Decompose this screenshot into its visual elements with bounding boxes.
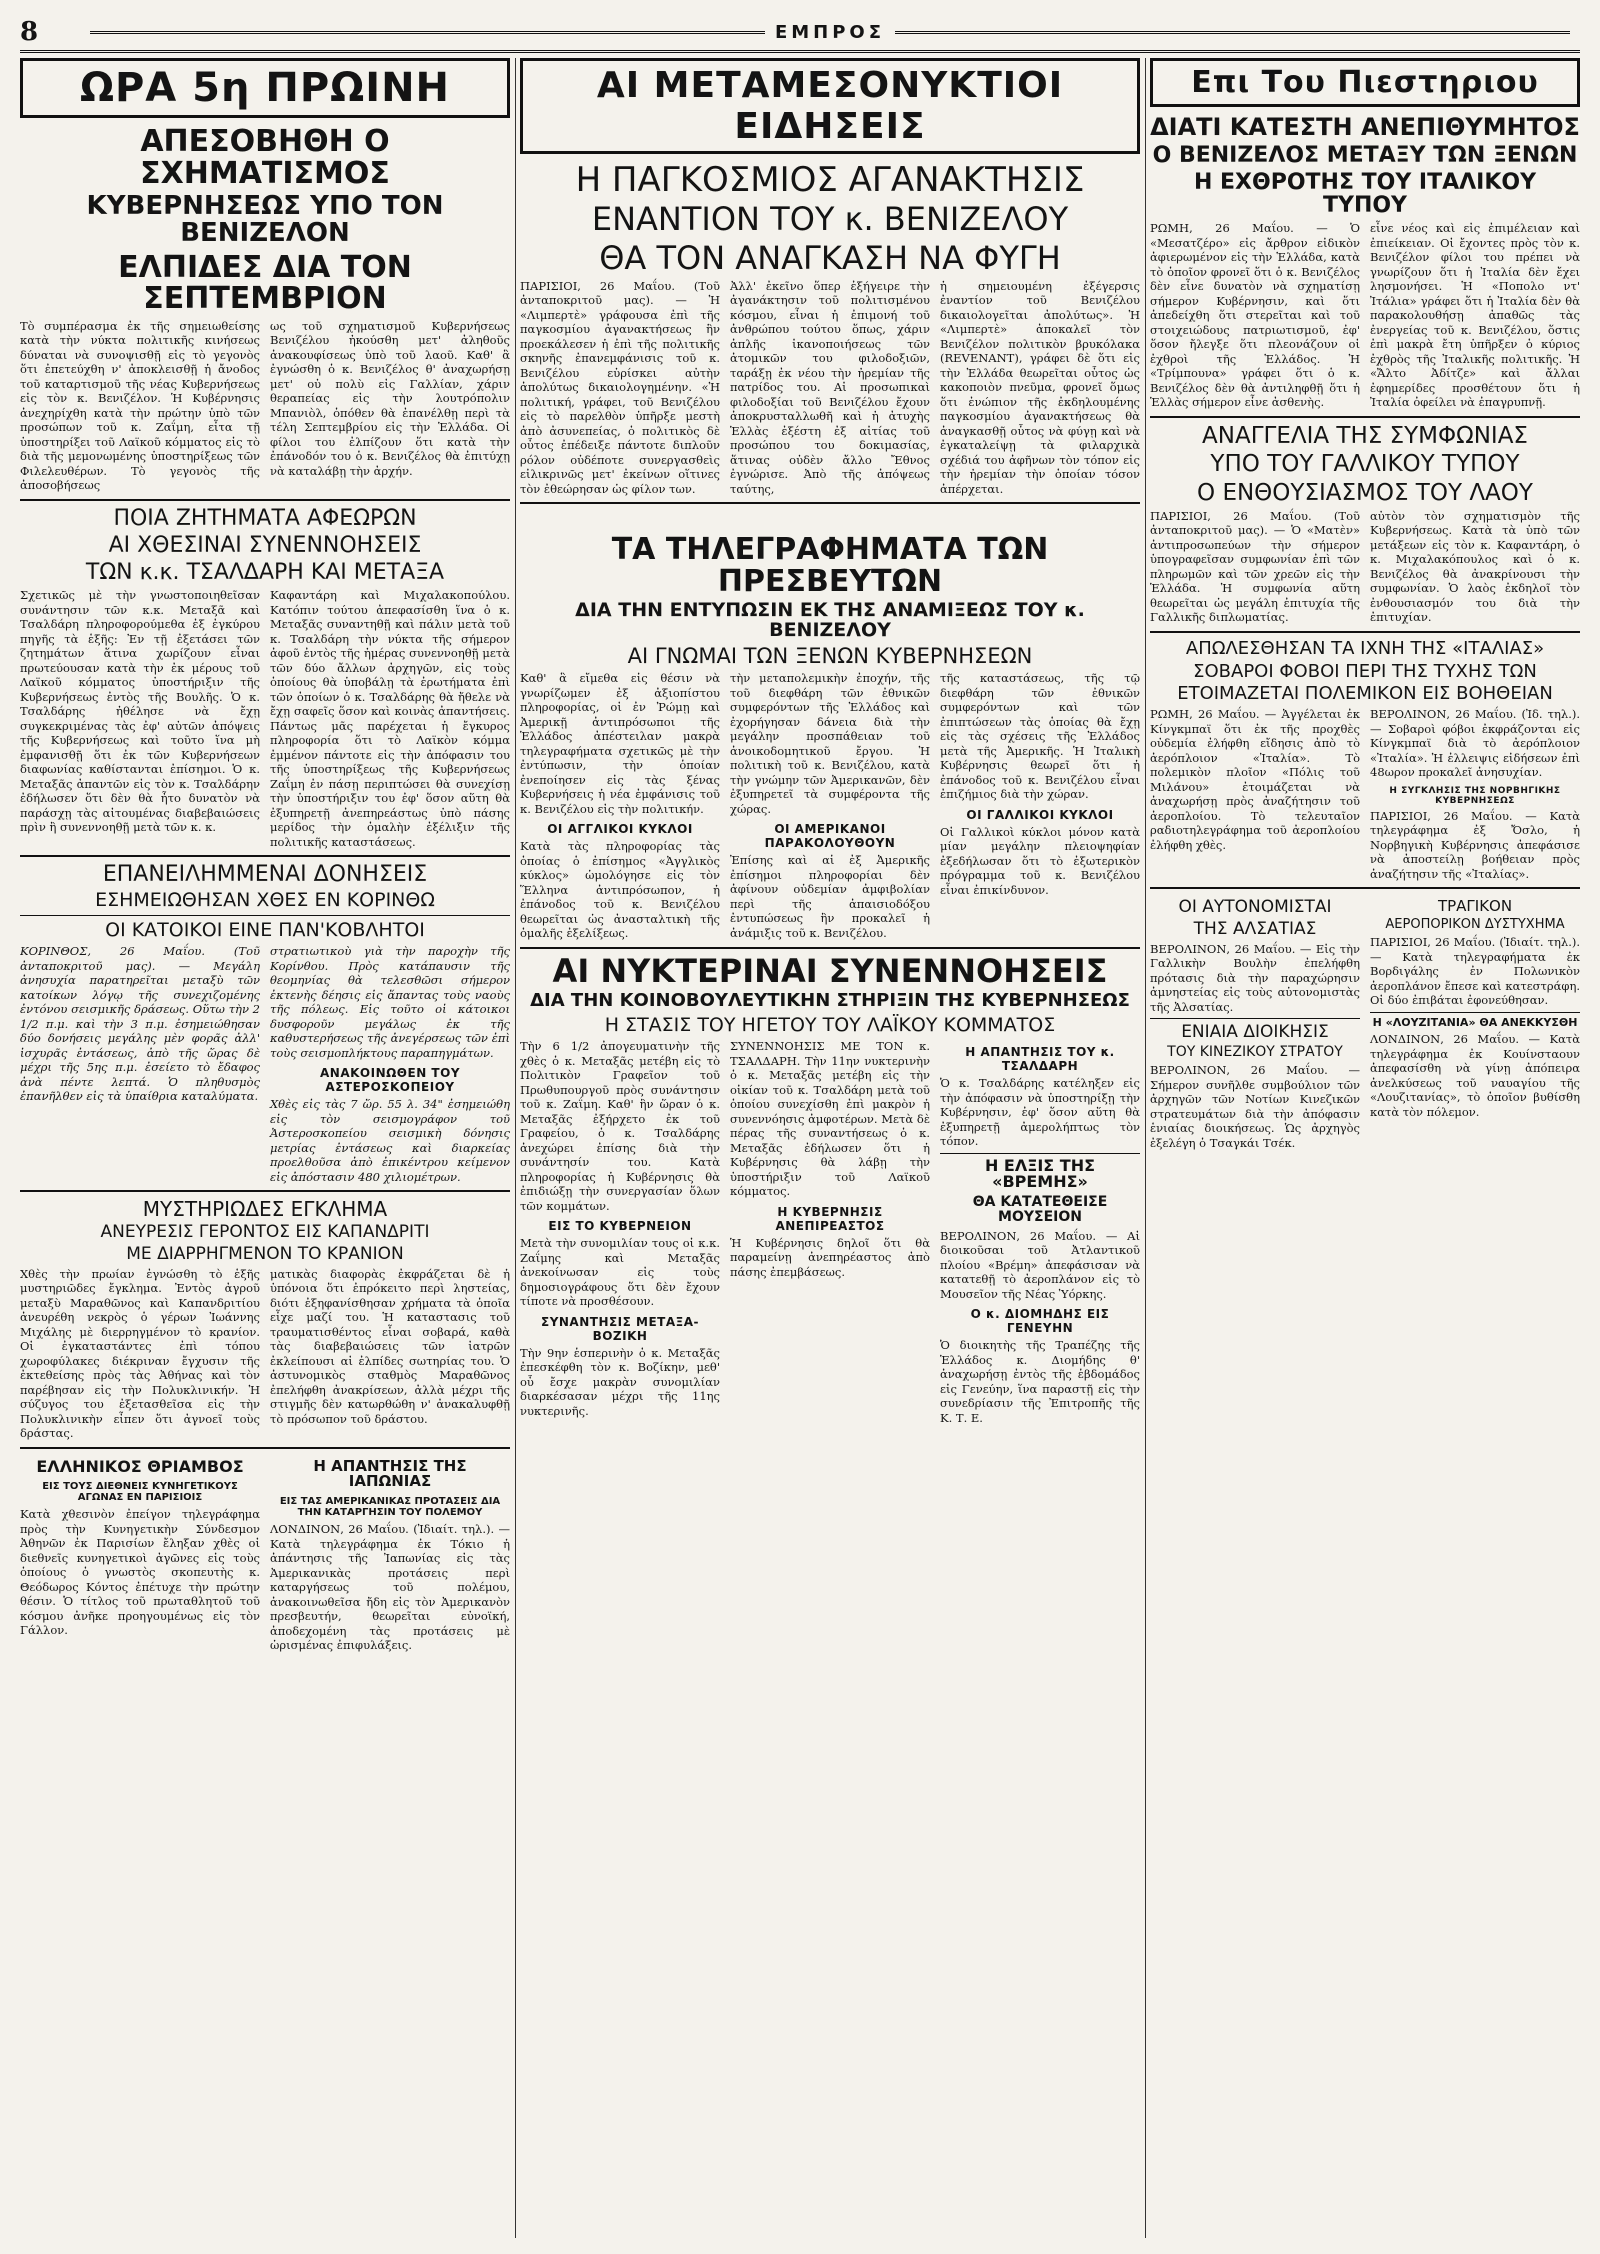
divider: [20, 915, 510, 916]
article-alsace: [1150, 898, 1360, 1014]
article-talks: [20, 507, 510, 850]
article-body: [520, 1039, 1140, 1425]
headline: ΤΟΥ ΚΙΝΕΖΙΚΟΥ ΣΤΡΑΤΟΥ: [1167, 1043, 1343, 1060]
article-body: [1150, 707, 1580, 881]
headline: ΑΙ ΧΘΕΣΙΝΑΙ ΣΥΝΕΝΝΟΗΣΕΙΣ: [108, 532, 422, 558]
headline: Η ΕΧΘΡΟΤΗΣ ΤΟΥ ΙΤΑΛΙΚΟΥ ΤΥΠΟΥ: [1193, 170, 1537, 219]
article-text: Χθὲς εἰς τὰς 7 ὥρ. 55 λ. 34" ἐσημειώθη εἰς τὸν σεισμογράφον τοῦ Ἀστεροσκοπείου σεισμικὴ δόνησις μετρίας ἐντάσεως καὶ διαρκείας προελθοῦσα ἀπὸ ἐπικέντρου κείμενον εἰς ἀπόστασιν 480 χιλιομέτρων.: [270, 1097, 510, 1184]
article-body: [20, 588, 510, 849]
headline: ΕΙΣ ΤΟΥΣ ΔΙΕΘΝΕΙΣ ΚΥΝΗΓΕΤΙΚΟΥΣ ΑΓΩΝΑΣ ΕΝ ΠΑΡΙΣΙΟΙΣ: [42, 1481, 238, 1504]
headline: ΜΥΣΤΗΡΙΩΔΕΣ ΕΓΚΛΗΜΑ: [142, 1197, 388, 1222]
lead-article-italian-press: [1150, 115, 1580, 410]
article-text: ΒΕΡΟΛΙΝΟΝ, 26 Μαΐου. — Σήμερον συνῆλθε συμβούλιον τῶν ἀρχηγῶν τῶν Νοτίων Κινεζικῶν στρατευμάτων διὰ τὴν ἀπόφασιν ἑνιαίας διοικήσεως. Ὡς ἀρχηγὸς ἐξελέγη ὁ Τσαγκάι Τσέκ.: [1150, 1063, 1360, 1150]
headline: ΕΛΛΗΝΙΚΟΣ ΘΡΙΑΜΒΟΣ: [36, 1456, 244, 1476]
headline: ΚΥΒΕΡΝΗΣΕΩΣ ΥΠΟ ΤΟΝ ΒΕΝΙΖΕΛΟΝ: [86, 191, 444, 249]
article-text: ΡΩΜΗ, 26 Μαΐου. — Ἀγγέλεται ἐκ Κίνγκμπαϊ ὅτι ἐκ τῆς προχθὲς οὐδεμία ἐλήφθη εἴδησις ἀπὸ τὸ ἀερόπλοιον «Ἰταλία». Τὸ πολεμικὸν πλοῖον «Πόλις τοῦ Μιλάνου» ἐτοιμάζεται νὰ ἀναχωρήσῃ πρὸς ἀναζήτησιν τοῦ ἀεροπλοίου. Τὸ τελευταῖον ραδιοτηλεγράφημα τοῦ ἀεροπλοίου ἐλήφθη χθὲς.: [1150, 707, 1360, 852]
section-box-title: Επι Του Πιεστηριου: [1150, 58, 1580, 107]
article-text: Σχετικῶς μὲ τὴν γνωστοποιηθεῖσαν συνάντησιν τῶν κ.κ. Μεταξᾶ καὶ Τσαλδάρη πληροφορούμεθα ἐξ ἐγκύρου πηγῆς τὰ ἑξῆς: Ἐν τῇ ἐξετάσει τῶν ζητημάτων ἅτινα χωρίζουν εἶναι πρωτεύουσαν κατὰ τὴν ἐκ μέρους τοῦ Λαϊκοῦ κόμματος ὑποστήριξιν τῆς Κυβερνήσεως ἐντὸς τῆς Βουλῆς. Ὁ κ. Τσαλδάρης ἠθέλησε νὰ ἔχῃ συγκεκριμένας τὰς ἐφ' αὐτῶν ἀπόψεις τῆς Κυβερνήσεως καὶ τοῦτο ἵνα μὴ ἐμφανισθῇ ὅτι ἐκ τῶν Κυβερνήσεων διαφωνίας καθίστανται ἐπίσημοι. Ὁ κ. Μεταξᾶς ἀπαντῶν εἰς τὸν κ. Τσαλδάρην ἐδήλωσεν ὅτι δὲν θὰ ἦτο δυνατὸν νὰ παράσχῃ τὰς αἰτουμένας διαβεβαιώσεις πρὶν ἢ συνεννοηθῇ μετὰ τῶν κ. κ.: [20, 588, 260, 835]
headline: ΕΝΑΝΤΙΟΝ ΤΟΥ κ. ΒΕΝΙΖΕΛΟΥ: [591, 200, 1069, 239]
headline: ΟΙ ΚΑΤΟΙΚΟΙ ΕΙΝΕ ΠΑΝ'ΚΟΒΛΗΤΟΙ: [105, 919, 425, 942]
article-chinese-army: [1150, 1023, 1360, 1150]
article-text: Τὸ συμπέρασμα ἐκ τῆς σημειωθείσης κατὰ τὴν νύκτα πολιτικῆς κινήσεως δύναται νὰ συνοψισθῇ εἰς τὸ γεγονὸς ὅτι ἐπετεύχθη ν' ἀποκλεισθῇ ἡ ἄνοδος τοῦ καταρτισμοῦ τῆς νέας Κυβερνήσεως εἰς τὸν κ. Βενιζέλον. Ἡ Κυβέρνησις ἀνεχηρίχθη κατὰ τὴν πρώτην ὑπὸ τῶν προσώπων τοῦ κ. Ζαΐμη, εἶτα τῇ ὑποστηρίξει τοῦ Λαϊκοῦ κόμματος εἰς τὸ διὰ τῆς μεμονωμένης ὑποστηρίξεως τῶν Φιλελευθέρων. Τὸ γεγονὸς τῆς ἀποσοβήσεως: [20, 318, 260, 493]
article-text: αὐτὸν τὸν σχηματισμὸν τῆς Κυβερνήσεως. Κατὰ τὰ ὑπὸ τῶν μετάξεων εἰς τὸν κ. Καφαντάρη, ὁ κ. Μιχαλακόπουλος καὶ ὁ κ. Βενιζέλος θὰ ἀνακρίνουσι τὴν συμφωνίαν. Ὁ λαὸς ἐκδηλοῖ τὸν ἐνθουσιασμόν του διὰ τὴν ἐπιτυχίαν.: [1370, 508, 1580, 625]
divider: [520, 947, 1140, 949]
article-body: [20, 1267, 510, 1441]
article-text: ως τοῦ σχηματισμοῦ Κυβερνήσεως Βενιζέλου ἠκούσθη μετ' ἀληθοῦς ἀνακουφίσεως ὑπὸ τοῦ λαοῦ. Καθ' ἃ ἐγνώσθη ὁ κ. Βενιζέλος θ' ἀναχωρήσῃ μετ' οὐ πολὺ εἰς Γαλλίαν, χάριν θεραπείας εἰς τὴν λουτρόπολιν Μπανιὸλ, ὁπόθεν θὰ ἐπανέλθῃ περὶ τὰ τέλη Σεπτεμβρίου εἰς τὴν Ἑλλάδα. Οἱ φίλοι του ἐλπίζουν ὅτι κατὰ τὴν ἐπάνοδόν του ὁ κ. Βενιζέλος θὰ ἐπιτύχῃ νὰ καταλάβῃ τὴν ἀρχήν.: [270, 318, 510, 478]
article-ambassadors: [520, 510, 1140, 940]
divider: [20, 499, 510, 501]
subheading: Η ΚΥΒΕΡΝΗΣΙΣ ΑΝΕΠΙΡΕΑΣΤΟΣ: [775, 1204, 885, 1233]
divider: [520, 502, 1140, 504]
article-text: Ὁ κ. Τσαλδάρης κατέληξεν εἰς τὴν ἀπόφασιν νὰ ὑποστηρίξῃ τὴν Κυβέρνησιν, ἐφ' ὅσον αὕτη θὰ ἐξυπηρετῇ ἀμερολήπτως τὸν τόπον.: [940, 1076, 1140, 1149]
subheading: ΟΙ ΑΓΓΛΙΚΟΙ ΚΥΚΛΟΙ: [547, 822, 693, 837]
article-text: ἡ σημειουμένη ἐξέγερσις ἐναντίον τοῦ Βενιζέλου δικαιολογεῖται ἀπολύτως». Ἡ «Λιμπερτὲ» ἀποκαλεῖ τὸν Βενιζέλον πολιτικὸν βρυκόλακα (REVENANT), γράφει δὲ ὅτι εἰς τὴν Ἑλλάδα θεωρεῖται οὗτος ὡς κακοποιὸν πνεῦμα, φρονεῖ ὅμως ὅτι ἐνώπιον τῆς ἐκδηλουμένης παγκοσμίου ἀγανακτήσεως θὰ ἀναγκασθῇ οὗτος νὰ φύγῃ καὶ νὰ ἐγκαταλείψῃ τὰ φιλαρχικὰ σχέδιά του ἀφῆνων τὸν τόπον εἰς τὴν ἠρεμίαν τὴν ὁποίαν τόσον ἀπέρχεται.: [940, 278, 1140, 496]
headline: Ο ΒΕΝΙΖΕΛΟΣ ΜΕΤΑΞΥ ΤΩΝ ΞΕΝΩΝ: [1152, 143, 1578, 169]
paper-name: ΕΜΠΡΟΣ: [774, 21, 886, 43]
article-text: Κατὰ χθεσινὸν ἐπείγον τηλεγράφημα πρὸς τὴν Κυνηγετικὴν Σύνδεσμον Ἀθηνῶν ἐκ Παρισίων ἔληξαν χθὲς οἱ διεθνεῖς κυνηγετικοὶ ἀγῶνες εἰς τοὺς ὁποίους ὁ γνωστὸς σκοπευτὴς κ. Θεόδωρος Κόντος ἐπέτυχε τὴν πρώτην θέσιν. Ὁ τίτλος τοῦ πρωταθλητοῦ τοῦ κόσμου ἀνῆκε προηγουμένως εἰς τὸν Γάλλον.: [20, 1507, 260, 1638]
article-body: [1150, 221, 1580, 410]
column-center: [520, 58, 1140, 2238]
headline: Η ΣΤΑΣΙΣ ΤΟΥ ΗΓΕΤΟΥ ΤΟΥ ΛΑΪΚΟΥ ΚΟΜΜΑΤΟΣ: [604, 1014, 1056, 1037]
headline: ΠΟΙΑ ΖΗΤΗΜΑΤΑ ΑΦΕΩΡΩΝ: [113, 505, 417, 531]
headline: ΑΙ ΓΝΩΜΑΙ ΤΩΝ ΞΕΝΩΝ ΚΥΒΕΡΝΗΣΕΩΝ: [627, 644, 1033, 669]
article-text: ΚΟΡΙΝΘΟΣ, 26 Μαΐου. (Τοῦ ἀνταποκριτοῦ μας). — Μεγάλη ἀνησυχία παρατηρεῖται μεταξὺ τῶν κατοίκων λόγῳ τῆς συνεχιζομένης ἐντόνου σεισμικῆς δράσεως. Οὕτω τὴν 2 1/2 π.μ. καὶ τὴν 3 π.μ. ἐσημειώθησαν δύο δονήσεις μεγάλης μὲν φορᾶς ἀλλ' ἰσχυρᾶς ἐντάσεως, ἀπὸ τῆς ὥρας δὲ μέχρι τῆς 5ης π.μ. ἐσείετο τὸ ἔδαφος ἀνὰ πέντε λεπτά. Ὁ πληθυσμὸς ἐπανῆλθεν εἰς τὰ ὑπαίθρια καταλύματα.: [20, 944, 260, 1104]
article-agreement: [1150, 424, 1580, 625]
article-lusitania: [1370, 1017, 1580, 1120]
divider: [1370, 1012, 1580, 1013]
divider: [1150, 631, 1580, 633]
subheading: ΟΙ ΑΜΕΡΙΚΑΝΟΙ ΠΑΡΑΚΟΛΟΥΘΟΥΝ: [764, 822, 896, 851]
article-italia-airship: [1150, 639, 1580, 881]
headline: ΑΕΡΟΠΟΡΙΚΟΝ ΔΥΣΤΥΧΗΜΑ: [1385, 916, 1565, 932]
column-left: [20, 58, 510, 2238]
article-text: στρατιωτικοὺ γιὰ τὴν παροχὴν τῆς Κορίνθου. Πρὸς κατάπαυσιν τῆς θεομηνίας θὰ τελεσθῶσι σήμερον ἐκτενὴς δέησις εἰς ἅπαντας τοὺς ναοὺς τῆς πόλεως. Εἰς τοῦτο οἱ κάτοικοι δυσφοροῦν μεγάλως ἐκ τῆς καθυστερήσεως τῆς ἀνεγέρσεως τῶν ἐπὶ τοὺς σεισμοπλήκτους παραπηγμάτων.: [270, 944, 510, 1060]
article-text: ΒΕΡΟΛΙΝΟΝ, 26 Μαΐου. — Εἰς τὴν Γαλλικὴν Βουλὴν ἐπελήφθη πρότασις διὰ τὴν παραχώρησιν ἀμνηστείας εἰς τοὺς αὐτονομιστὰς τῆς Ἀλσατίας.: [1150, 941, 1360, 1014]
article-text: ΠΑΡΙΣΙΟΙ, 26 Μαΐου. — Κατὰ τηλεγράφημα ἐξ Ὄσλο, ἡ Νορβηγικὴ Κυβέρνησις ἀπεφάσισε νὰ ἀποστείλῃ βοήθειαν πρὸς ἀναζήτησιν τῆς «Ἰταλίας».: [1370, 808, 1580, 881]
article-text: Μετὰ τὴν συνομιλίαν τους οἱ κ.κ. Ζαΐμης καὶ Μεταξᾶς ἀνεκοίνωσαν εἰς τοὺς δημοσιογράφους ὅτι δὲν ἔχουν τίποτε νὰ προσθέσουν.: [520, 1236, 720, 1309]
subheading: Ο κ. ΔΙΟΜΗΔΗΣ ΕΙΣ ΓΕΝΕΥΗΝ: [970, 1307, 1110, 1336]
article-text: Τὴν 9ην ἑσπερινὴν ὁ κ. Μεταξᾶς ἐπεσκέφθη τὸν κ. Βοζίκην, μεθ' οὗ ἔσχε μακρὰν συνομιλίαν διαρκέσασαν μέχρι τῆς 11ης νυκτερινῆς.: [520, 1345, 720, 1418]
headline: Ο ΕΝΘΟΥΣΙΑΣΜΟΣ ΤΟΥ ΛΑΟΥ: [1197, 479, 1533, 506]
newspaper-page: [20, 14, 1580, 2240]
headline: ΑΙ ΝΥΚΤΕΡΙΝΑΙ ΣΥΝΕΝΝΟΗΣΕΙΣ: [552, 951, 1108, 990]
headline: ΤΗΣ ΑΛΣΑΤΙΑΣ: [1193, 918, 1317, 939]
article-text: Κατὰ τὰς πληροφορίας τὰς ὁποίας ὁ ἐπίσημος «Ἀγγλικὸς κύκλος» ὡμολόγησε εἰς τὸν Ἕλληνα ἀντιπρόσωπον, ἡ ἐπάνοδος τοῦ κ. Βενιζέλου θεωρεῖται ὡς ἀνασταλτικὴ τῆς ὁμαλῆς ἐξελίξεως.: [520, 839, 720, 941]
headline: ΕΤΟΙΜΑΖΕΤΑΙ ΠΟΛΕΜΙΚΟΝ ΕΙΣ ΒΟΗΘΕΙΑΝ: [1177, 683, 1553, 705]
headline: ΕΠΑΝΕΙΛΗΜΜΕΝΑΙ ΔΟΝΗΣΕΙΣ: [102, 862, 428, 888]
article-body: [1150, 509, 1580, 625]
article-text: Οἱ Γαλλικοὶ κύκλοι μόνον κατὰ μίαν μεγάλην πλειοψηφίαν ἐξεδήλωσαν ὅτι τὸ ἐξωτερικὸν πρόγραμμα τοῦ κ. Βενιζέλου εἶναι ἐπικίνδυνον.: [940, 824, 1140, 897]
subheading: ΣΥΝΑΝΤΗΣΙΣ ΜΕΤΑΞΑ-ΒΟΖΙΚΗ: [541, 1314, 699, 1343]
page-number: 8: [20, 17, 39, 47]
bottom-articles: [1150, 895, 1580, 1150]
article-text: ΣΥΝΕΝΝΟΗΣΙΣ ΜΕ ΤΟΝ κ. ΤΣΑΛΔΑΡΗ. Τὴν 11ην νυκτερινὴν ὁ κ. Μεταξᾶς μετέβη εἰς τὴν οἰκίαν τοῦ κ. Τσαλδάρη μετὰ τοῦ ὁποίου συνεχίσθη ἐπὶ μακρὸν ἡ συνεννόησις ἀμφοτέρων. Μετὰ δὲ πέρας τῆς συναντήσεως ὁ κ. Μεταξᾶς ἐδήλωσεν ὅτι ἡ Κυβέρνησις θὰ λάβῃ τὴν ὑποστήριξιν τοῦ Λαϊκοῦ κόμματος.: [730, 1039, 930, 1199]
columns: [20, 58, 1580, 2238]
headline: ΕΣΗΜΕΙΩΘΗΣΑΝ ΧΘΕΣ ΕΝ ΚΟΡΙΝΘΩ: [95, 889, 435, 912]
headline: ΕΝΙΑΙΑ ΔΙΟΙΚΗΣΙΣ: [1181, 1022, 1329, 1043]
article-text: ΒΕΡΟΛΙΝΟΝ, 26 Μαΐου. (Ἰδ. τηλ.). — Σοβαροὶ φόβοι ἐκφράζονται εἰς Κίνγκμπαϊ διὰ τὸ ἀερόπλοιον «Ἰταλία». Ἡ ἐλλειψις εἰδήσεων ἐπὶ 48ωρον προκαλεῖ ἀνησυχίαν.: [1370, 707, 1580, 780]
article-text: Ἐπίσης καὶ αἱ ἐξ Ἀμερικῆς ἐπίσημοι πληροφορίαι δὲν ἀφίνουν οὐδεμίαν ἀμφιβολίαν περὶ τῆς ἀπαισιοδόξου ἐντυπώσεως ἣν προκαλεῖ ἡ ἀνάμιξις τοῦ κ. Βενιζέλου.: [730, 853, 930, 940]
headline: Η ΕΛΞΙΣ ΤΗΣ «ΒΡΕΜΗΣ»: [984, 1155, 1096, 1192]
divider: [940, 1153, 1140, 1154]
masthead-rule: [895, 31, 1570, 34]
article-text: Ὁ διοικητὴς τῆς Τραπέζης τῆς Ἑλλάδος κ. Διομήδης θ' ἀναχωρήσῃ ἐντὸς τῆς ἑβδομάδος εἰς Γενεύην, ἵνα παραστῇ εἰς τὴν συνεδρίασιν τῆς Ἐπιτροπῆς τῆς Κ. Τ. Ε.: [940, 1338, 1140, 1425]
headline: ΕΛΠΙΔΕΣ ΔΙΑ ΤΟΝ ΣΕΠΤΕΜΒΡΙΟΝ: [118, 249, 412, 317]
article-text: ΡΩΜΗ, 26 Μαΐου. — Ὁ «Μεσατζέρο» εἰς ἄρθρον εἰδικὸν ἀφιερωμένον εἰς τὴν Ἑλλάδα, κατὰ τὸ ὁποῖον φρονεῖ ὅτι ὁ κ. Βενιζέλος δὲν εἶνε δυνατὸν νὰ σχηματίσῃ σήμερον Κυβέρνησιν, καὶ ὅτι ἀπεδείχθη ὅτι στερεῖται καὶ τοῦ στοιχειώδους πατριωτισμοῦ, ἐφ' ὅσον ἤλεγξε ὅτι πλεονάζουν οἱ ἐχθροὶ τῆς Ἑλλάδος. Ἡ «Τρίμπουνα» γράφει ὅτι ὁ κ. Βενιζέλος δὲν θὰ ἀντιληφθῇ ὅτι ἡ Ἑλλὰς σήμερον εἶνε ἀσθενὴς.: [1150, 221, 1360, 410]
headline: ΑΝΑΓΓΕΛΙΑ ΤΗΣ ΣΥΜΦΩΝΙΑΣ: [1202, 422, 1528, 449]
headline: ΑΠΩΛΕΣΘΗΣΑΝ ΤΑ ΙΧΝΗ ΤΗΣ «ΙΤΑΛΙΑΣ»: [1185, 637, 1545, 659]
article-text: τῆς καταστάσεως, τῆς τῷ διεφθάρη τῶν ἐθνικῶν συμφερόντων καὶ τῶν ἐπιπτώσεων τὰς ὁποίας θὰ ἔχῃ εἰς τὰς σχέσεις τῆς Ἑλλάδος μετὰ τῆς Ἀμερικῆς. Ἡ Ἰταλικὴ Κυβέρνησις θεωρεῖ ὅτι ἡ ἐπάνοδος τοῦ κ. Βενιζέλου εἶναι ἐπιζήμιος διὰ τὴν χώραν.: [940, 671, 1140, 802]
headline: ΑΝΕΥΡΕΣΙΣ ΓΕΡΟΝΤΟΣ ΕΙΣ ΚΑΠΑΝΔΡΙΤΙ: [100, 1222, 430, 1243]
section-box-title: ΑΙ ΜΕΤΑΜΕΣΟΝΥΚΤΙΟΙ ΕΙΔΗΣΕΙΣ: [520, 58, 1140, 154]
article-text: τὴν μεταπολεμικὴν ἐποχήν, τῆς τοῦ διεφθάρη τῶν ἐθνικῶν συμφερόντων τῆς Ἑλλάδος καὶ ἐχορήγησαν δάνεια διὰ τὴν μεγάλην προσπάθειαν τοῦ ἀνοικοδομητικοῦ ἔργου. Ἡ πολιτικὴ τοῦ κ. Βενιζέλου, κατὰ τὴν γνώμην τῶν Ἀμερικανῶν, δὲν ἐξυπηρετεῖ τὰ συμφέροντα τῆς χώρας.: [730, 671, 930, 816]
article-body: [20, 944, 510, 1184]
headline: ΘΑ ΤΟΝ ΑΝΑΓΚΑΣΗ ΝΑ ΦΥΓΗ: [599, 238, 1061, 277]
headline: ΔΙΑ ΤΗΝ ΚΟΙΝΟΒΟΥΛΕΥΤΙΚΗΝ ΣΤΗΡΙΞΙΝ ΤΗΣ ΚΥΒΕΡΝΗΣΕΩΣ: [530, 990, 1130, 1012]
divider: [20, 1447, 510, 1449]
headline: ΣΟΒΑΡΟΙ ΦΟΒΟΙ ΠΕΡΙ ΤΗΣ ΤΥΧΗΣ ΤΩΝ: [1193, 660, 1537, 682]
divider: [20, 1190, 510, 1192]
headline: Η ΑΠΑΝΤΗΣΙΣ ΤΗΣ ΙΑΠΩΝΙΑΣ: [313, 1456, 467, 1491]
divider: [20, 855, 510, 857]
subheading: Η ΣΥΓΚΛΗΣΙΣ ΤΗΣ ΝΟΡΒΗΓΙΚΗΣ ΚΥΒΕΡΝΗΣΕΩΣ: [1389, 785, 1561, 806]
divider: [1150, 1018, 1360, 1019]
article-text: ΒΕΡΟΛΙΝΟΝ, 26 Μαΐου. — Αἱ διοικοῦσαι τοῦ Ἀτλαντικοῦ πλοίου «Βρέμη» ἀπεφάσισαν νὰ κατατεθῇ τὸ ἀεροπλάνον εἰς τὸ Μουσεῖον τῆς Νέας Ὑόρκης.: [940, 1228, 1140, 1301]
article-japan: [270, 1455, 510, 1653]
article-body: [20, 319, 510, 493]
article-text: εἶνε νέος καὶ εἰς ἐπιμέλειαν καὶ ἐπιείκειαν. Οἱ ἔχοντες πρὸς τὸν κ. Βενιζέλον φίλοι του πρέπει νὰ γνωρίζουν ὅτι ἡ Ἰταλία δὲν ἔχει λησμονήσει. Ἡ «Ποπολο ντ' Ἰτάλια» γράφει ὅτι ἡ Ἰταλία δὲν θὰ παρακολουθήσῃ ἀπαθῶς τὰς ἐνεργείας τοῦ κ. Βενιζέλου, ὅστις ἐπὶ μακρὰ ἔτη ὑπῆρξεν ὁ κύριος ἐχθρὸς τῆς Ἰταλικῆς πολιτικῆς. Ἡ «Ἄλτο Ἀδίτζε» καὶ ἄλλαι ἐφημερίδες προσθέτουν ὅτι ἡ Ἰταλία ὀφείλει νὰ ἐπαγρυπνῇ.: [1370, 221, 1580, 410]
article-text: Καφαντάρη καὶ Μιχαλακοπούλου. Κατόπιν τούτου ἀπεφασίσθη ἵνα ὁ κ. Μεταξᾶς συναντηθῇ καὶ πάλιν μετὰ τοῦ κ. Τσαλδάρη τὴν νύκτα τῆς σήμερον ἀφοῦ ἐντὸς τῆς ἡμέρας συνεννοηθῇ μετὰ τῶν δύο ἄλλων ἀρχηγῶν, εἰς τοὺς ὁποίους θὰ ὑποβάλῃ τὰ ἐρωτήματα ἐπὶ τῶν ὁποίων ὁ κ. Τσαλδάρης θὰ ἤθελε νὰ ἔχῃ σαφεῖς ὅσον καὶ κοινὰς ἀπαντήσεις. Πάντως μᾶς παρέχεται ἡ ἔγκυρος πληροφορία ὅτι τὸ Λαϊκὸν κόμμα ἐμμένον πάντοτε εἰς τὴν ἀπόφασιν του τῆς ὑποστηρίξεως τῆς Κυβερνήσεως Ζαΐμη ἐν πάσῃ περιπτώσει θὰ συνεχίσῃ τὴν ὑποστήριξιν του ἐφ' ὅσον αὕτη θὰ ἐξυπηρετῇ ἀνεπηρεάστως ὑπὸ πάσης μερίδος τὴν ὁμαλὴν ἐξέλιξιν τῆς πολιτικῆς καταστάσεως.: [270, 588, 510, 849]
article-text: Χθὲς τὴν πρωίαν ἐγνώσθη τὸ ἑξῆς μυστηριῶδες ἔγκλημα. Ἐντὸς ἀγροῦ μεταξὺ Μαραθῶνος καὶ Καπανδριτίου ἀνευρέθη νεκρὸς ὁ γέρων Ἰωάννης Μιχάλης μὲ διερρηγμένον τὸ κρανίον. Οἱ ἐγκαταστάντες ἐπὶ τόπου χωροφύλακες διέκριναν ἔγχυσιν τῆς ἐκτεθείσης πρὸς τὰς Ἀθήνας καὶ τὸν παρέβησαν εἰς τὴν Πολυκλινικήν. Ἡ σύζυγος του ἐξετασθεῖσα εἰς τὴν Πολυκλινικὴν εἶπεν ὅτι ἀγνοεῖ τοὺς δράστας.: [20, 1266, 260, 1440]
subheading: ΟΙ ΓΑΛΛΙΚΟΙ ΚΥΚΛΟΙ: [966, 807, 1114, 822]
headline: ΑΠΕΣΟΒΗΘΗ Ο ΣΧΗΜΑΤΙΣΜΟΣ: [140, 124, 390, 191]
lead-article-formation: [20, 126, 510, 493]
headline: ΤΩΝ κ.κ. ΤΣΑΛΔΑΡΗ ΚΑΙ ΜΕΤΑΞΑ: [85, 559, 445, 585]
headline: ΘΑ ΚΑΤΑΤΕΘΕΙΣΕ ΜΟΥΣΕΙΟΝ: [972, 1194, 1108, 1225]
headline: Η «ΛΟΥΖΙΤΑΝΙΑ» ΘΑ ΑΝΕΚΚΥΣΘΗ: [1372, 1015, 1578, 1029]
article-text: Ἡ Κυβέρνησις δηλοῖ ὅτι θὰ παραμείνῃ ἀνεπηρέαστος ἀπὸ πάσης ἐπεμβάσεως.: [730, 1235, 930, 1279]
article-text: ΠΑΡΙΣΙΟΙ, 26 Μαΐου. (Τοῦ ἀνταποκριτοῦ μας). — Ὁ «Ματὲν» ἀντιπροσωπεύων τὴν σήμερον ὑπογραφεῖσαν συμφωνίαν ἐπὶ τῶν πληρωμῶν καὶ τῶν χρεῶν εἰς τὴν Ἑλλάδα. Ἡ συμφωνία αὕτη θεωρεῖται ὡς μεγάλη ἐπιτυχία τῆς Γαλλικῆς διπλωματίας.: [1150, 508, 1360, 625]
article-air-crash: [1370, 898, 1580, 1007]
article-shooting: [20, 1455, 260, 1653]
article-text: ΛΟΝΔΙΝΟΝ, 26 Μαΐου. (Ἰδιαίτ. τηλ.). — Κατὰ τηλεγράφημα ἐκ Τόκιο ἡ ἀπάντησις τῆς Ἰαπωνίας εἰς τὰς Ἀμερικανικὰς προτάσεις περὶ καταργήσεως τοῦ πολέμου, ἀνακοινωθεῖσα ἤδη εἰς τὸν Ἀμερικανὸν πρεσβευτήν, θεωρεῖται εὐνοϊκή, ἀποδεχομένη τὰς προτάσεις μὲ ὡρισμένας ἐπιφυλάξεις.: [270, 1522, 510, 1652]
article-text: ματικὰς διαφορὰς ἐκφράζεται δὲ ἡ ὑπόνοια ὅτι ἐπρόκειτο περὶ ληστείας, διότι ἐξηφανίσθησαν χρήματα τὰ ὁποῖα εἶχε μαζί του. Ἡ καταστασις τοῦ τραυματισθέντος εἶναι σοβαρά, καθὰ τὰς διαβεβαιώσεις τῶν ἰατρῶν ἐκλείπουσι αἱ ἐλπίδες σωτηρίας του. Ὁ ἀστυνομικὸς σταθμὸς Μαραθῶνος ἐπελήφθη ἀνακρίσεων, ἀλλὰ μέχρι τῆς στιγμῆς δὲν κατωρθώθη ν' ἀνακαλυφθῇ τὸ πρόσωπον τοῦ δράστου.: [270, 1266, 510, 1426]
article-text: Ἀλλ' ἐκεῖνο ὅπερ ἐξήγειρε τὴν ἀγανάκτησιν τοῦ πολιτισμένου κόσμου, εἶναι ἡ ἐπιμονή τοῦ ἀνθρώπου τούτου ὅπως, χάριν ἀπλῆς ἱκανοποιήσεως τῶν ἀτομικῶν του φιλοδοξιῶν, ταράξῃ ἐκ νέου τὴν ἠρεμίαν τῆς πατρίδος του. Αἱ προσωπικαὶ φιλοδοξίαι τοῦ Βενιζέλου ἔχουν ἀποκρυσταλλωθῆ καὶ ἡ ἀτυχὴς Ἑλλὰς ἐξέστη ἐξ αἰτίας τοῦ προσώπου του δοκιμασίας, ἅτινας οὐδὲν ἄλλο Ἔθνος ἐγνώρισε. Ἀπὸ τῆς ἀπόψεως ταύτης,: [730, 278, 930, 496]
subheading: Η ΑΠΑΝΤΗΣΙΣ ΤΟΥ κ. ΤΣΑΛΔΑΡΗ: [965, 1045, 1115, 1074]
headline: Η ΠΑΓΚΟΣΜΙΟΣ ΑΓΑΝΑΚΤΗΣΙΣ: [575, 160, 1085, 200]
divider: [1150, 416, 1580, 418]
article-body: [520, 671, 1140, 941]
masthead-rule: [90, 31, 765, 34]
headline: ΥΠΟ ΤΟΥ ΓΑΛΛΙΚΟΥ ΤΥΠΟΥ: [1210, 451, 1520, 478]
section-box-title: ΩΡΑ 5η ΠΡΩΙΝΗ: [20, 58, 510, 118]
article-earthquake: [20, 863, 510, 1184]
headline: ΔΙΑ ΤΗΝ ΕΝΤΥΠΩΣΙΝ ΕΚ ΤΗΣ ΑΝΑΜΙΞΕΩΣ ΤΟΥ κ. ΒΕΝΙΖΕΛΟΥ: [575, 599, 1085, 642]
headline: ΔΙΑΤΙ ΚΑΤΕΣΤΗ ΑΝΕΠΙΘΥΜΗΤΟΣ: [1150, 113, 1580, 141]
article-text: Καθ' ἃ εἴμεθα εἰς θέσιν νὰ γνωρίζωμεν ἐξ ἀξιοπίστου πληροφορίας, οἱ ἐν Ῥώμῃ καὶ Ἀμερικῇ ἀντιπρόσωποι τῆς Ἑλλάδος ἀπέστειλαν μακρὰ τηλεγραφήματα σχετικῶς μὲ τὴν ἐντύπωσιν, τὴν ὁποίαν ἐνεποίησεν εἰς τὰς ξένας Κυβερνήσεις ἡ νέα ἐμφάνισις τοῦ κ. Βενιζέλου εἰς τὴν πολιτικήν.: [520, 671, 720, 816]
subheading: ΕΙΣ ΤΟ ΚΥΒΕΡΝΕΙΟΝ: [548, 1219, 692, 1234]
headline: ΜΕ ΔΙΑΡΡΗΓΜΕΝΟΝ ΤΟ ΚΡΑΝΙΟΝ: [126, 1243, 404, 1264]
article-night-talks: [520, 951, 1140, 1425]
article-crime: [20, 1198, 510, 1440]
divider: [1150, 887, 1580, 889]
lead-article-indignation: [520, 162, 1140, 496]
article-text: ΠΑΡΙΣΙΟΙ, 26 Μαΐου. (Τοῦ ἀνταποκριτοῦ μας). — Ἡ «Λιμπερτὲ» γράφουσα ἐπὶ τῆς παγκοσμίου ἀγανακτήσεως ἣν προεκάλεσεν ἡ ἐπὶ τῆς πολιτικῆς σκηνῆς ἐπανεμφάνισις τοῦ κ. Βενιζέλου εὑρίσκει αὐτὴν ἀπολύτως δικαιολογημένην. «Ἡ πολιτική, γράφει, τοῦ Βενιζέλου εἰς τὸ παρελθὸν ὑπῆρξε μεστὴ ἀπὸ ἀσυνεπείας, ὁ πολιτικὸς δὲ οὗτος ἐπέδειξε πάντοτε διπλοῦν ρόλον οὐδέποτε συνεργασθεὶς εἰλικρινῶς μετ' ἐκείνων οἵτινες τὸν ἐθεώρησαν ὡς φίλον των.: [520, 278, 720, 496]
article-text: Τὴν 6 1/2 ἀπογευματινὴν τῆς χθὲς ὁ κ. Μεταξᾶς μετέβη εἰς τὸ Πολιτικὸν Γραφεῖον τοῦ Πρωθυπουργοῦ πρὸς συνάντησιν τοῦ κ. Ζαΐμη. Καθ' ἣν ὥραν ὁ κ. Μεταξᾶς ἐξήρχετο ἐκ τοῦ Γραφείου, ὁ κ. Τσαλδάρης ἀνεχώρει ἐπίσης διὰ τὴν συνάντησίν του. Κατὰ πληροφορίας ἡ Κυβέρνησις θὰ ἐπιδιώξῃ τὴν συνεργασίαν ὅλων τῶν κομμάτων.: [520, 1039, 720, 1213]
article-text: ΠΑΡΙΣΙΟΙ, 26 Μαΐου. (Ἰδιαίτ. τηλ.). — Κατὰ τηλεγραφήματα ἐκ Βορδιγάλης ἐν Πολωνικὸν ἀεροπλάνον ἔπεσε καὶ κατεστράφη. Οἱ δύο ἐπιβάται ἐφονεύθησαν.: [1370, 935, 1580, 1008]
headline: ΟΙ ΑΥΤΟΝΟΜΙΣΤΑΙ: [1178, 897, 1332, 918]
headline: ΤΑ ΤΗΛΕΓΡΑΦΗΜΑΤΑ ΤΩΝ ΠΡΕΣΒΕΥΤΩΝ: [611, 532, 1049, 599]
headline: ΕΙΣ ΤΑΣ ΑΜΕΡΙΚΑΝΙΚΑΣ ΠΡΟΤΑΣΕΙΣ ΔΙΑ ΤΗΝ ΚΑΤΑΡΓΗΣΙΝ ΤΟΥ ΠΟΛΕΜΟΥ: [279, 1496, 501, 1518]
subheading: ΑΝΑΚΟΙΝΩΘΕΝ ΤΟΥ ΑΣΤΕΡΟΣΚΟΠΕΙΟΥ: [319, 1066, 461, 1095]
column-right: [1150, 58, 1580, 2238]
masthead: [20, 14, 1580, 53]
headline: ΤΡΑΓΙΚΟΝ: [1437, 897, 1513, 916]
bottom-articles: [20, 1455, 510, 1653]
article-text: ΛΟΝΔΙΝΟΝ, 26 Μαΐου. — Κατὰ τηλεγράφημα ἐκ Κουίνσταουν ἀπεφασίσθη νὰ γίνῃ ἀπόπειρα ἀνελκύσεως τοῦ ναυαγίου τῆς «Λουζιτανίας», τὸ ὁποῖον βυθίσθη κατὰ τὸν πόλεμον.: [1370, 1032, 1580, 1119]
article-body: [520, 279, 1140, 497]
